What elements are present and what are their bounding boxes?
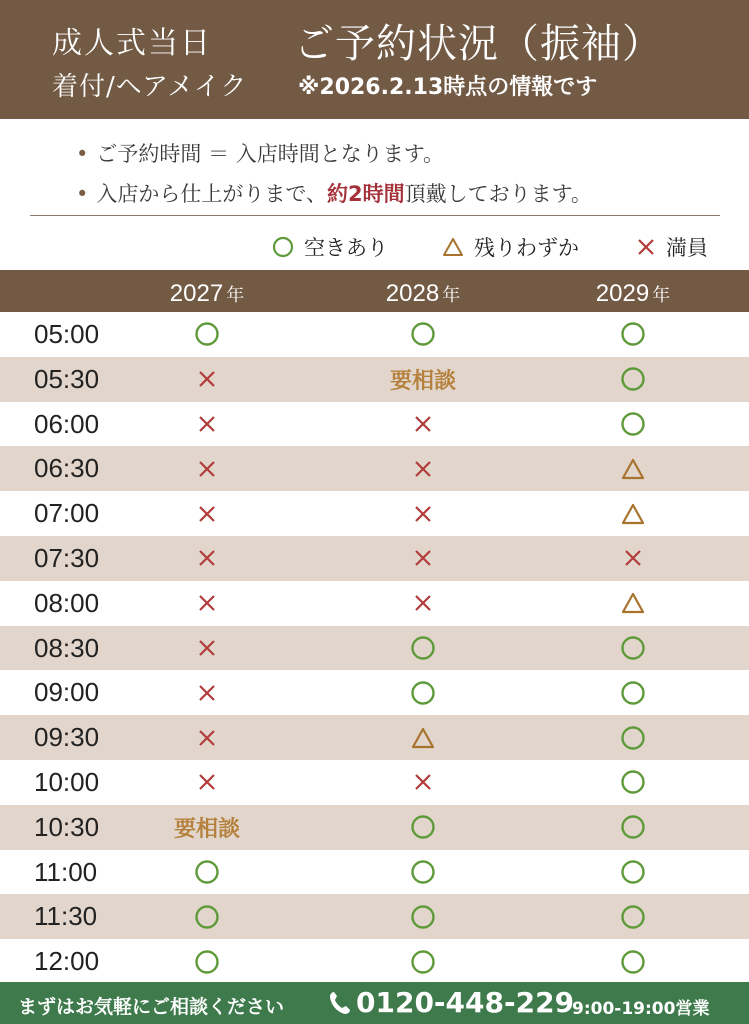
- legend-label: 残りわずか: [474, 236, 579, 260]
- time-slot: 05:30: [34, 363, 100, 394]
- time-slot: 06:00: [34, 408, 100, 439]
- status-cell: [553, 805, 713, 850]
- table-row: [0, 581, 749, 626]
- status-cell: [553, 760, 713, 805]
- cross-icon: [412, 458, 434, 480]
- year-value: 2028: [385, 280, 440, 307]
- table-row: [0, 939, 749, 984]
- table-row: [0, 626, 749, 671]
- cross-icon: [412, 503, 434, 525]
- table-row: [0, 536, 749, 581]
- status-cell: [127, 491, 287, 536]
- status-cell: [553, 939, 713, 984]
- note-text: 頂戴しております。: [404, 182, 592, 206]
- table-row: [0, 446, 749, 491]
- status-cell: [343, 670, 503, 715]
- triangle-icon: [620, 591, 646, 615]
- note-highlight: 約2時間: [326, 182, 405, 206]
- circle-icon: [410, 635, 436, 661]
- triangle-icon: [620, 457, 646, 481]
- status-cell: [553, 536, 713, 581]
- time-slot: 06:30: [34, 453, 100, 484]
- table-row: [0, 357, 749, 402]
- status-cell: [343, 357, 503, 402]
- bullet-icon: •: [76, 182, 89, 206]
- time-slot: 08:00: [34, 587, 100, 618]
- status-cell: [343, 402, 503, 447]
- circle-icon: [194, 904, 220, 930]
- year-suffix: 年: [442, 285, 461, 305]
- cross-icon: [412, 592, 434, 614]
- circle-icon: [194, 859, 220, 885]
- status-cell: [343, 491, 503, 536]
- time-slot: 07:00: [34, 498, 100, 529]
- status-cell: [127, 312, 287, 357]
- cross-icon: [412, 547, 434, 569]
- status-cell: [343, 536, 503, 581]
- circle-icon: [620, 814, 646, 840]
- cross-icon: [196, 368, 218, 390]
- cross-icon: [196, 771, 218, 793]
- status-cell: [553, 715, 713, 760]
- time-slot: 09:00: [34, 677, 100, 708]
- status-cell: [343, 850, 503, 895]
- cross-icon: [412, 413, 434, 435]
- circle-icon: [620, 635, 646, 661]
- legend: [0, 232, 749, 264]
- circle-icon: [620, 949, 646, 975]
- legend-available: [272, 232, 388, 262]
- time-slot: 11:00: [34, 856, 98, 887]
- status-cell: [553, 626, 713, 671]
- table-row: [0, 402, 749, 447]
- cross-icon: [196, 547, 218, 569]
- status-cell: [343, 626, 503, 671]
- header-service-label: 着付/ヘアメイク: [52, 72, 248, 102]
- notes-section: [76, 139, 736, 219]
- year-header: [343, 270, 503, 312]
- status-cell: [343, 446, 503, 491]
- status-cell: [553, 850, 713, 895]
- status-cell: [343, 581, 503, 626]
- circle-icon: [410, 680, 436, 706]
- status-cell: [127, 939, 287, 984]
- business-hours: 9:00-19:00営業: [572, 999, 710, 1019]
- circle-icon: [620, 366, 646, 392]
- status-cell: [127, 894, 287, 939]
- status-cell: [553, 446, 713, 491]
- table-row: [0, 760, 749, 805]
- circle-icon: [620, 904, 646, 930]
- footer-bar: [0, 982, 749, 1024]
- status-cell: [343, 805, 503, 850]
- circle-icon: [410, 321, 436, 347]
- time-slot: 08:30: [34, 632, 100, 663]
- cross-icon: [196, 727, 218, 749]
- legend-label: 空きあり: [304, 236, 388, 260]
- circle-icon: [194, 321, 220, 347]
- circle-icon: [620, 680, 646, 706]
- table-row: [0, 894, 749, 939]
- status-cell: [553, 357, 713, 402]
- triangle-icon: [620, 502, 646, 526]
- cross-icon: [622, 547, 644, 569]
- status-cell: [127, 402, 287, 447]
- note-item: [76, 139, 736, 179]
- cross-icon: [196, 682, 218, 704]
- circle-icon: [620, 411, 646, 437]
- circle-icon: [410, 949, 436, 975]
- note-text: 入店から仕上がりまで、: [96, 182, 327, 206]
- triangle-icon: [410, 726, 436, 750]
- cross-icon: [196, 592, 218, 614]
- header-event-label: 成人式当日: [52, 26, 212, 61]
- circle-icon: [410, 814, 436, 840]
- table-header: [0, 270, 749, 312]
- time-slot: 09:30: [34, 722, 100, 753]
- time-slot: 07:30: [34, 542, 100, 573]
- cross-icon: [412, 771, 434, 793]
- footer-message: まずはお気軽にご相談ください: [18, 996, 285, 1018]
- page-title: ご予約状況（振袖）: [294, 21, 663, 67]
- status-cell: [553, 894, 713, 939]
- time-slot: 12:00: [34, 946, 100, 977]
- status-cell: [553, 581, 713, 626]
- phone-number[interactable]: 0120-448-229: [356, 986, 575, 1019]
- status-cell: [127, 626, 287, 671]
- divider: [30, 215, 720, 216]
- year-header: [127, 270, 287, 312]
- consult-label: 要相談: [173, 816, 240, 842]
- cross-icon: [196, 458, 218, 480]
- cross-icon: [636, 237, 656, 257]
- legend-label: 満員: [666, 236, 708, 260]
- year-suffix: 年: [226, 285, 245, 305]
- year-value: 2027: [169, 280, 224, 307]
- status-cell: [343, 715, 503, 760]
- cross-icon: [196, 503, 218, 525]
- note-text: ご予約時間 ＝ 入店時間となります。: [96, 142, 445, 166]
- table-row: [0, 312, 749, 357]
- status-cell: [127, 581, 287, 626]
- status-cell: [127, 805, 287, 850]
- status-cell: [553, 491, 713, 536]
- triangle-icon: [442, 236, 464, 258]
- circle-icon: [620, 725, 646, 751]
- header-banner: [0, 0, 749, 119]
- note-item: [76, 179, 736, 219]
- status-cell: [343, 760, 503, 805]
- bullet-icon: •: [76, 142, 89, 166]
- status-cell: [127, 715, 287, 760]
- status-cell: [127, 760, 287, 805]
- phone-icon: [328, 990, 352, 1016]
- time-slot: 11:30: [34, 901, 98, 932]
- year-suffix: 年: [652, 285, 671, 305]
- table-row: [0, 670, 749, 715]
- circle-icon: [272, 236, 294, 258]
- status-cell: [127, 357, 287, 402]
- time-slot: 10:30: [34, 811, 100, 842]
- year-value: 2029: [595, 280, 650, 307]
- consult-label: 要相談: [389, 368, 456, 394]
- circle-icon: [410, 904, 436, 930]
- phone-contact[interactable]: [328, 986, 574, 1019]
- status-cell: [343, 312, 503, 357]
- table-row: [0, 491, 749, 536]
- cross-icon: [196, 413, 218, 435]
- status-cell: [553, 670, 713, 715]
- schedule-table-body: [0, 312, 749, 984]
- status-cell: [343, 939, 503, 984]
- status-cell: [127, 536, 287, 581]
- circle-icon: [620, 321, 646, 347]
- status-cell: [127, 850, 287, 895]
- table-row: [0, 850, 749, 895]
- status-cell: [127, 670, 287, 715]
- info-date-note: ※2026.2.13時点の情報です: [298, 75, 598, 100]
- status-cell: [553, 402, 713, 447]
- status-cell: [343, 894, 503, 939]
- circle-icon: [194, 949, 220, 975]
- circle-icon: [620, 769, 646, 795]
- cross-icon: [196, 637, 218, 659]
- circle-icon: [620, 859, 646, 885]
- year-header: [553, 270, 713, 312]
- table-row: [0, 805, 749, 850]
- legend-few: [442, 232, 579, 262]
- circle-icon: [410, 859, 436, 885]
- time-slot: 05:00: [34, 319, 100, 349]
- table-row: [0, 715, 749, 760]
- status-cell: [127, 446, 287, 491]
- time-slot: 10:00: [34, 766, 100, 797]
- status-cell: [553, 312, 713, 357]
- legend-full: [636, 232, 708, 262]
